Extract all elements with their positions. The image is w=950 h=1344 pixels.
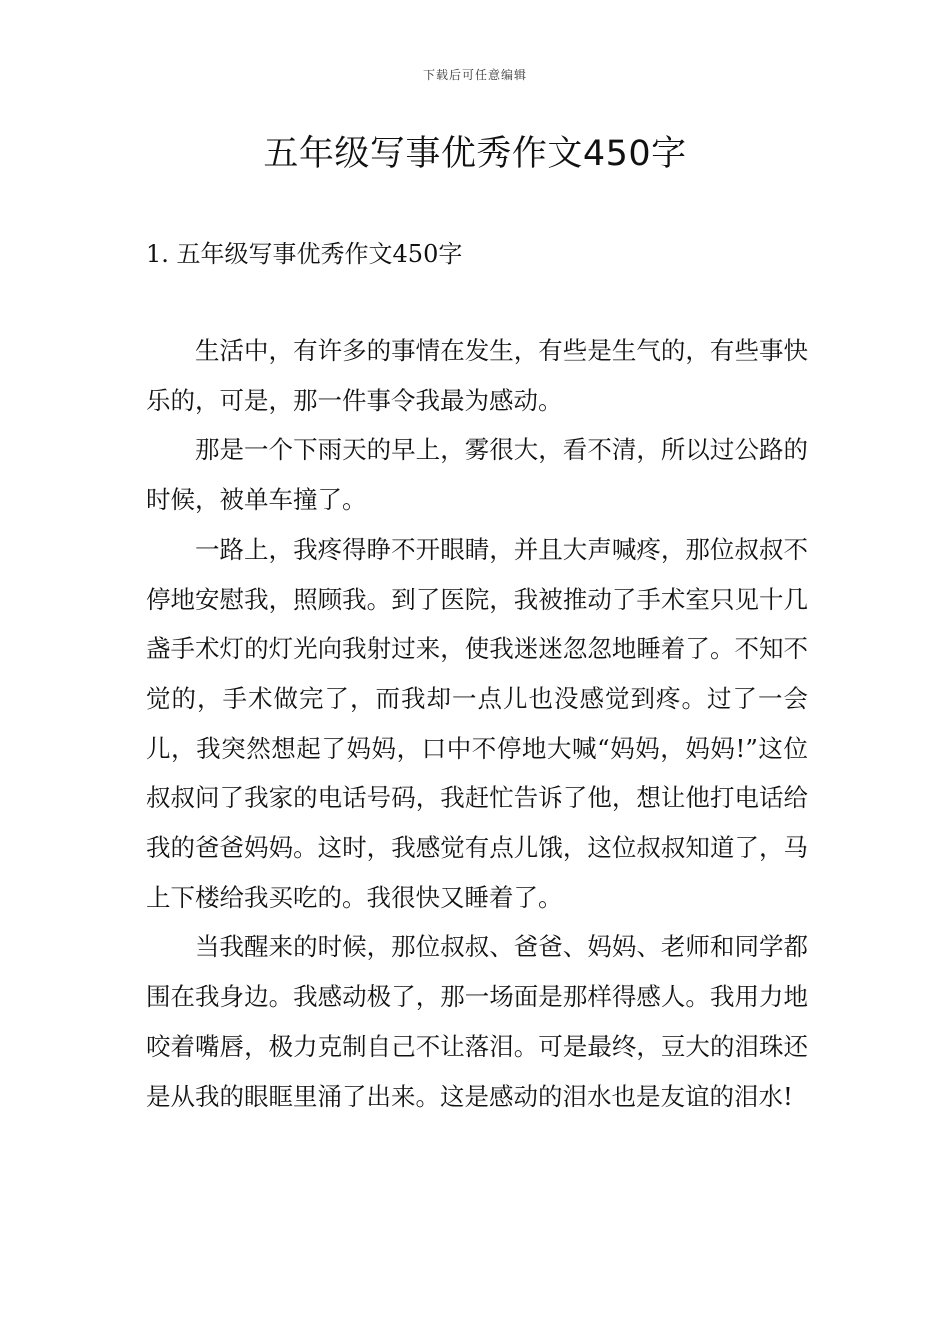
document-title: 五年级写事优秀作文450字 — [263, 134, 687, 174]
paragraph: 生活中，有许多的事情在发生，有些是生气的，有些事快乐的，可是，那一件事令我最为感动。 — [146, 336, 808, 415]
paragraph: 一路上，我疼得睁不开眼睛，并且大声喊疼，那位叔叔不停地安慰我，照顾我。到了医院，我被推动了手术室只见十几盏手术灯的灯光向我射过来，使我迷迷忽忽地睡着了。不知不觉的，手术做完了，而我却一点儿也没感觉到疼。过了一会儿，我突然想起了妈妈，口中不停地大喊“妈妈，妈妈!”这位叔叔问了我家的电话号码，我赶忙告诉了他，想让他打电话给我的爸爸妈妈。这时，我感觉有点儿饿，这位叔叔知道了，马上下楼给我买吃的。我很快又睡着了。 — [146, 534, 808, 912]
paragraph: 那是一个下雨天的早上，雾很大，看不清，所以过公路的时候，被单车撞了。 — [146, 435, 808, 515]
header-note: 下载后可任意编辑 — [422, 68, 527, 82]
section-heading: 1. 五年级写事优秀作文450字 — [146, 240, 463, 268]
essay-body — [146, 326, 808, 1121]
paragraph: 当我醒来的时候，那位叔叔、爸爸、妈妈、老师和同学都围在我身边。我感动极了，那一场面是那样得感人。我用力地咬着嘴唇，极力克制自己不让落泪。可是最终，豆大的泪珠还是从我的眼眶里涌了出来。这是感动的泪水也是友谊的泪水! — [146, 932, 808, 1111]
